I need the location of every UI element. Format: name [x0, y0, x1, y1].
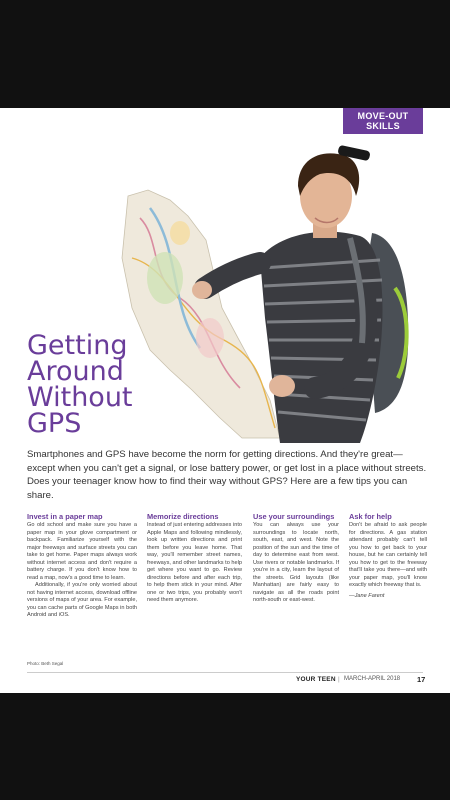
column-heading: Ask for help	[349, 512, 392, 521]
page-number: 17	[417, 675, 426, 684]
title-line-1: Getting	[27, 330, 128, 361]
section-tag-line1: MOVE-OUT	[357, 111, 409, 121]
title-line-3: Without	[27, 382, 133, 413]
footer-separator: |	[338, 676, 340, 683]
column-text: Don't be afraid to ask people for directions. A gas station attendant probably can't tell you how to get back to your house, but he can certainly tell you how to get to the freeway that'll take you there—and with your paper map, you'll know exactly which freeway that is.	[349, 522, 427, 588]
column-text: Instead of just entering addresses into Apple Maps and following mindlessly, look up written directions and print them before you leave home. That way, you'll remember street names, freeways, and other landmarks to help get where you want to go. Review directions before and after each trip, to help them stick in your mind. After one or two trips, you probably won't need them anymore.	[147, 522, 242, 603]
article-title	[27, 330, 217, 439]
page-footer	[0, 676, 450, 693]
column-text: Go old school and make sure you have a paper map in your glove compartment or backpack. Familiarize yourself with the major freeways and surface streets you can take to get home. Paper maps always work without internet access and don't require a battery charge. If you don't know how to read a map, now's a good time to learn.	[27, 522, 137, 581]
section-tag	[343, 108, 423, 134]
author-signature: —Jane Farent	[349, 592, 385, 599]
title-line-4: GPS	[27, 408, 82, 439]
section-tag-line2: SKILLS	[366, 121, 400, 131]
magazine-page	[0, 108, 450, 693]
right-hand	[269, 375, 295, 397]
column-memorize-directions	[147, 513, 242, 605]
intro-paragraph: Smartphones and GPS have become the norm for getting directions. And they're great—except when you can't get a signal, or lose battery power, or get lost in a place without streets. Does your teenager know how to find their way without GPS? Here are a few tips you can share.	[27, 449, 427, 501]
column-heading: Invest in a paper map	[27, 512, 103, 521]
column-text: Additionally, if you're only worried about not having internet access, download offline versions of maps of your area. For example, you can cache parts of Google Maps in both Android and iOS.	[27, 582, 137, 618]
title-line-2: Around	[27, 356, 124, 387]
column-heading: Memorize directions	[147, 512, 219, 521]
column-paper-map	[27, 513, 137, 620]
column-heading: Use your surroundings	[253, 512, 335, 521]
footer-divider	[27, 672, 423, 673]
magazine-name: YOUR TEEN	[296, 676, 336, 683]
column-ask-for-help	[349, 513, 427, 600]
photo-credit: Photo: Beth Segal	[27, 661, 64, 666]
column-text: You can always use your surroundings to locate north, south, east, and west. Note the position of the sun and the time of day to determine east from west. Use rivers or notable landmarks. If you're in a city, learn the layout of the streets. Grid layouts (like Manhattan) are fairly easy to navigate as all the roads point north-south or east-west.	[253, 522, 339, 603]
column-use-surroundings	[253, 513, 339, 605]
left-hand	[192, 281, 212, 299]
issue-date: MARCH-APRIL 2018	[344, 676, 401, 682]
